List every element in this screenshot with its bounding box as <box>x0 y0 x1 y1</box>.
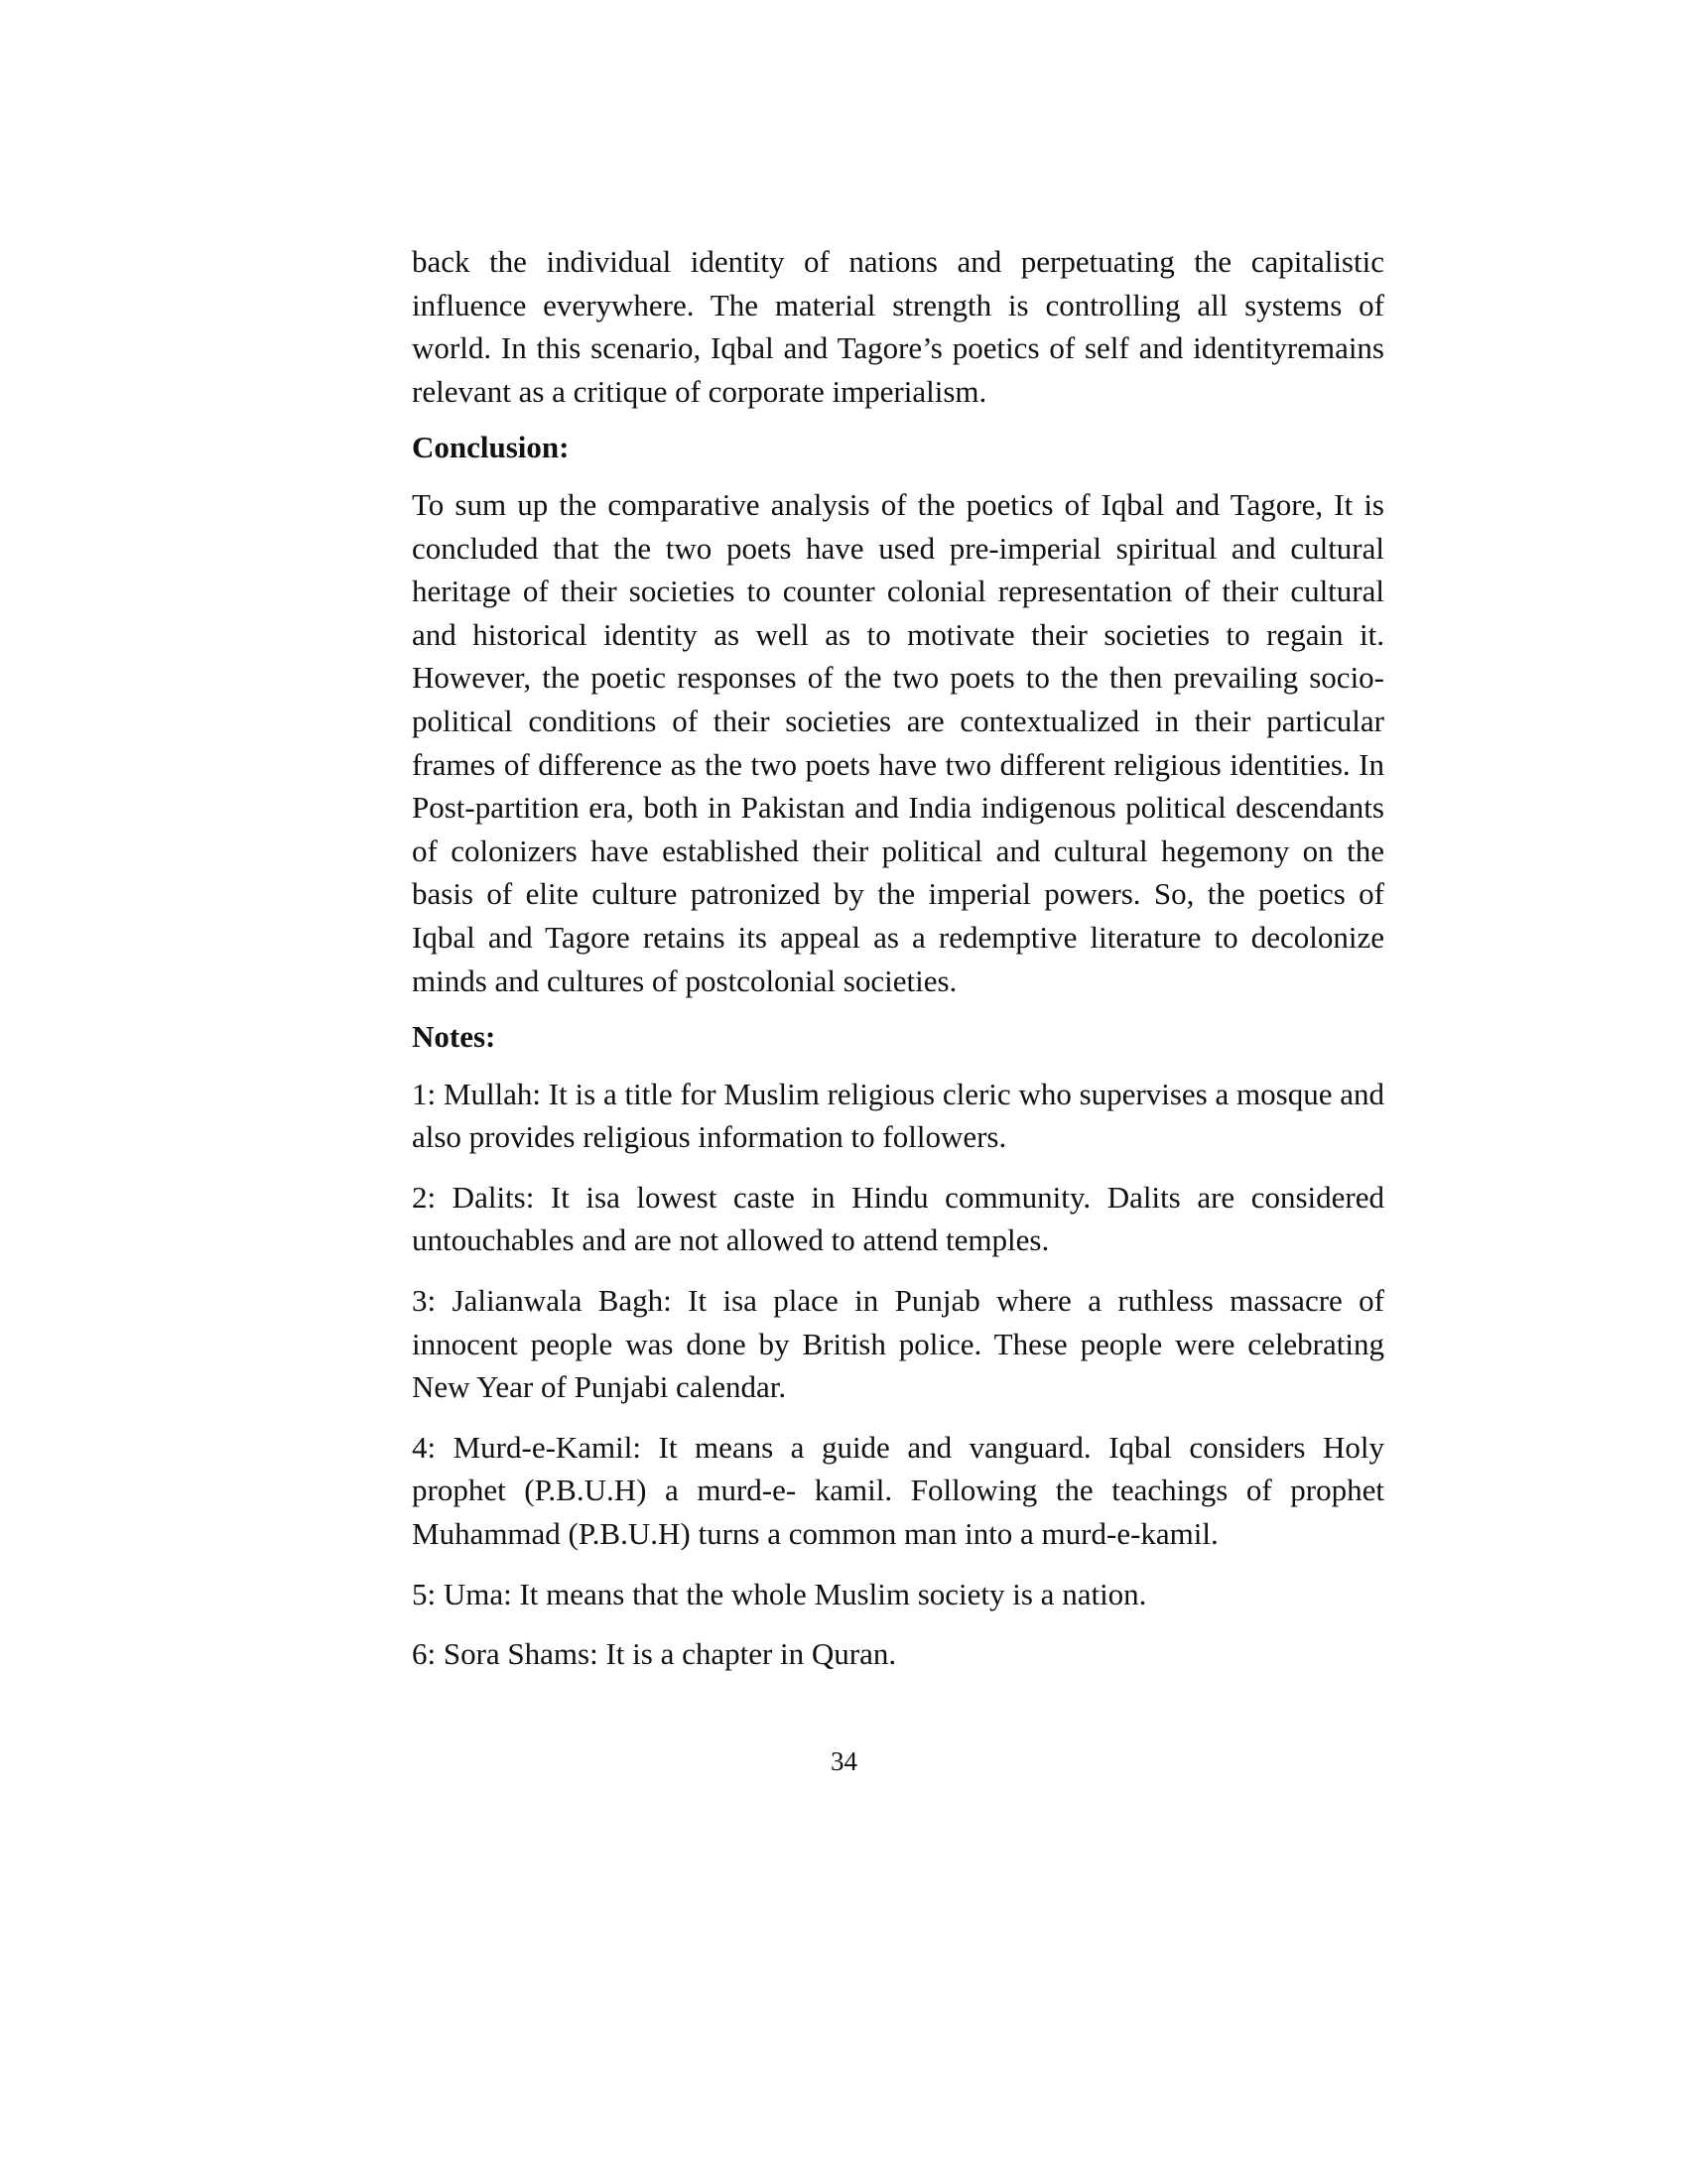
note-item-3: 3: Jalianwala Bagh: It isa place in Punjab where a ruthless massacre of innocent people was done by British police. These people were celebrating New Year of Punjabi calendar. <box>412 1283 1384 1405</box>
page-body <box>412 240 1384 1676</box>
intro-paragraph: back the individual identity of nations and perpetuating the capitalistic influence everywhere. The material strength is controlling all systems of world. In this scenario, Iqbal and Tagore’s poetics of self and identityremains relevant as a critique of corporate imperialism. <box>412 244 1384 409</box>
note-item-5: 5: Uma: It means that the whole Muslim society is a nation. <box>412 1576 1147 1611</box>
note-item-4: 4: Murd-e-Kamil: It means a guide and vanguard. Iqbal considers Holy prophet (P.B.U.H) a murd-e- kamil. Following the teachings of prophet Muhammad (P.B.U.H) turns a common man into a murd-e-kamil. <box>412 1429 1384 1552</box>
conclusion-heading: Conclusion: <box>412 430 570 465</box>
page-number: 34 <box>831 1746 857 1776</box>
conclusion-paragraph: To sum up the comparative analysis of the poetics of Iqbal and Tagore, It is concluded that the two poets have used pre-imperial spiritual and cultural heritage of their societies to counter colonial representation of their cultural and historical identity as well as to motivate their societies to regain it. However, the poetic responses of the two poets to the then prevailing socio-political conditions of their societies are contextualized in their particular frames of difference as the two poets have two different religious identities. In Post-partition era, both in Pakistan and India indigenous political descendants of colonizers have established their political and cultural hegemony on the basis of elite culture patronized by the imperial powers. So, the poetics of Iqbal and Tagore retains its appeal as a redemptive literature to decolonize minds and cultures of postcolonial societies. <box>412 486 1384 998</box>
note-item-2: 2: Dalits: It isa lowest caste in Hindu community. Dalits are considered untouchables and are not allowed to attend temples. <box>412 1179 1384 1258</box>
note-item-6: 6: Sora Shams: It is a chapter in Quran. <box>412 1636 897 1672</box>
note-item-1: 1: Mullah: It is a title for Muslim religious cleric who supervises a mosque and also provides religious information to followers. <box>412 1076 1384 1155</box>
notes-heading: Notes: <box>412 1019 496 1055</box>
